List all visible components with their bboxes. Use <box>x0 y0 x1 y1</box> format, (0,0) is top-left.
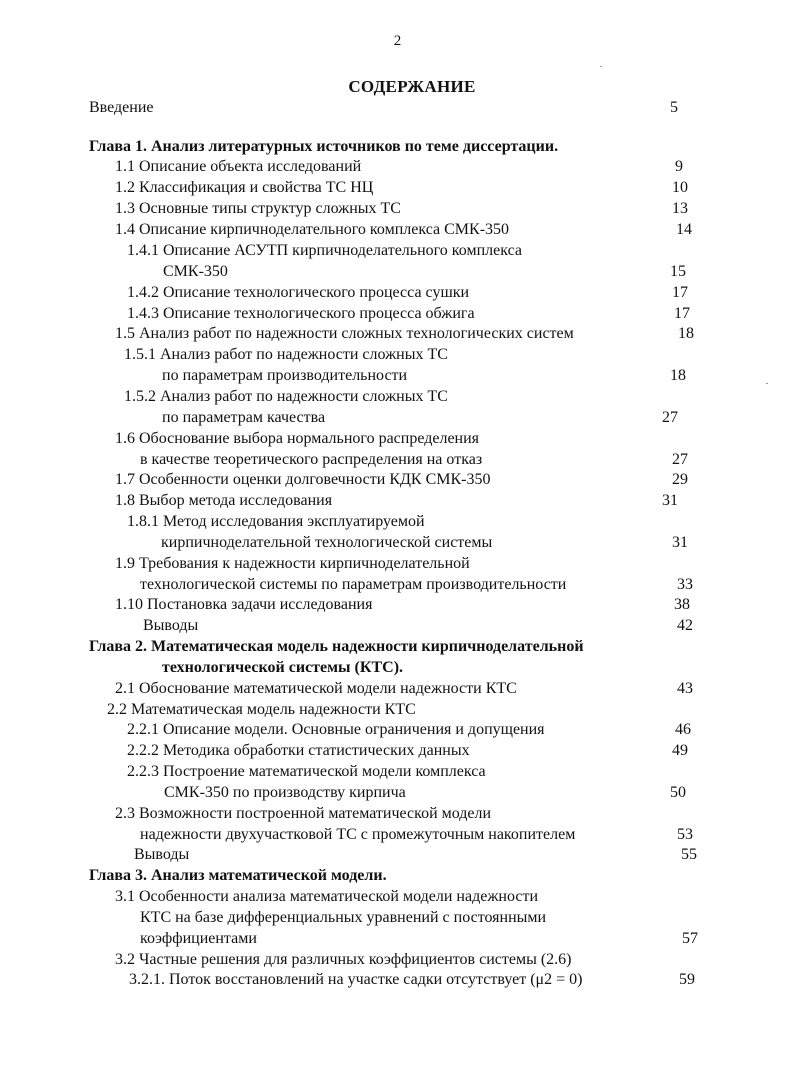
toc-entry-title: Выводы <box>143 617 199 634</box>
toc-entry-title: 3.1 Особенности анализа математической модели надежности <box>115 888 538 905</box>
scan-speck <box>766 383 768 384</box>
toc-page-number: 9 <box>675 158 683 175</box>
toc-entry-title: 1.7 Особенности оценки долговечности КДК СМК-350 <box>115 471 491 488</box>
toc-entry-title: по параметрам производительности <box>162 367 408 384</box>
toc-entry-title: 1.8.1 Метод исследования эксплуатируемой <box>127 513 425 530</box>
toc-entry-title: 1.4.1 Описание АСУТП кирпичноделательного комплекса <box>127 242 523 259</box>
scan-speck <box>600 66 602 67</box>
toc-entry-title: 2.3 Возможности построенной математической модели <box>115 805 492 822</box>
toc-entry-title: 3.2 Частные решения для различных коэффициентов системы (2.6) <box>115 951 572 968</box>
toc-page-number: 18 <box>678 325 694 342</box>
toc-chapter-title: технологической системы (КТС). <box>162 659 404 676</box>
toc-page-number: 17 <box>674 305 690 322</box>
toc-page-number: 42 <box>677 617 693 634</box>
toc-entry-title: 1.5.1 Анализ работ по надежности сложных ТС <box>124 346 448 363</box>
toc-entry-title: коэффициентами <box>140 930 257 947</box>
toc-entry-title: 1.10 Постановка задачи исследования <box>115 596 373 613</box>
toc-page-number: 18 <box>670 367 686 384</box>
toc-page-number: 17 <box>672 284 688 301</box>
toc-page-number: 55 <box>681 846 697 863</box>
toc-page-number: 49 <box>672 742 688 759</box>
toc-entry-title: 1.5.2 Анализ работ по надежности сложных ТС <box>124 388 448 405</box>
toc-chapter-title: Глава 1. Анализ литературных источников по теме диссертации. <box>89 138 559 155</box>
toc-page-number: 46 <box>675 721 691 738</box>
toc-page-number: 38 <box>674 596 690 613</box>
toc-entry-title: 1.5 Анализ работ по надежности сложных технологических систем <box>115 325 574 342</box>
toc-entry-title: 1.4.2 Описание технологического процесса сушки <box>127 284 470 301</box>
toc-page-number: 27 <box>672 451 688 468</box>
toc-page-number: 50 <box>670 784 686 801</box>
toc-page-number: 27 <box>662 409 678 426</box>
toc-page-number: 33 <box>677 576 693 593</box>
toc-entry-title: 1.4.3 Описание технологического процесса обжига <box>127 305 475 322</box>
toc-entry-title: технологической системы по параметрам производительности <box>140 576 567 593</box>
toc-entry-title: 2.2.1 Описание модели. Основные ограничения и допущения <box>127 721 545 738</box>
toc-entry-title: 2.2.3 Построение математической модели комплекса <box>127 763 486 780</box>
toc-entry-title: по параметрам качества <box>162 409 326 426</box>
toc-entry-title: 2.1 Обоснование математической модели надежности КТС <box>115 680 517 697</box>
toc-chapter-title: Глава 2. Математическая модель надежности кирпичноделательной <box>89 638 584 655</box>
toc-entry-title: Введение <box>89 99 154 116</box>
toc-entry-title: СМК-350 по производству кирпича <box>164 784 406 801</box>
toc-page-number: 31 <box>662 492 678 509</box>
toc-page-number: 14 <box>676 221 692 238</box>
toc-entry-title: 2.2.2 Методика обработки статистических данных <box>127 742 470 759</box>
toc-page-number: 29 <box>672 471 688 488</box>
toc-entry-title: СМК-350 <box>163 263 228 280</box>
toc-page-number: 10 <box>672 179 688 196</box>
toc-entry-title: 1.3 Основные типы структур сложных ТС <box>115 200 401 217</box>
toc-entry-title: 1.9 Требования к надежности кирпичноделательной <box>115 555 470 572</box>
toc-entry-title: 2.2 Математическая модель надежности КТС <box>107 701 416 718</box>
toc-page-number: 15 <box>670 263 686 280</box>
toc-page-number: 53 <box>677 826 693 843</box>
toc-entry-title: 3.2.1. Поток восстановлений на участке садки отсутствует (μ2 = 0) <box>129 971 583 988</box>
toc-page-number: 59 <box>679 971 695 988</box>
toc-entry-title: в качестве теоретического распределения на отказ <box>140 451 483 468</box>
toc-entry-title: 1.2 Классификация и свойства ТС НЦ <box>115 179 374 196</box>
toc-page-number: 43 <box>677 680 693 697</box>
toc-entry-title: кирпичноделательной технологической системы <box>161 534 493 551</box>
toc-entry-title: Выводы <box>134 846 190 863</box>
toc-entry-title: надежности двухучастковой ТС с промежуточным накопителем <box>140 826 576 843</box>
toc-page-number: 57 <box>682 930 698 947</box>
toc-page-number: 5 <box>670 99 678 116</box>
toc-entry-title: 1.6 Обоснование выбора нормального распределения <box>115 430 480 447</box>
toc-chapter-title: Глава 3. Анализ математической модели. <box>89 867 387 884</box>
toc-entry-title: 1.4 Описание кирпичноделательного комплекса СМК-350 <box>115 221 510 238</box>
toc-entry-title: 1.1 Описание объекта исследований <box>115 158 362 175</box>
toc-heading: СОДЕРЖАНИЕ <box>348 77 476 96</box>
toc-entry-title: КТС на базе дифференциальных уравнений с постоянными <box>140 909 547 926</box>
toc-page-number: 31 <box>672 534 688 551</box>
page-number: 2 <box>393 33 402 49</box>
toc-entry-title: 1.8 Выбор метода исследования <box>115 492 333 509</box>
toc-page-number: 13 <box>672 200 688 217</box>
